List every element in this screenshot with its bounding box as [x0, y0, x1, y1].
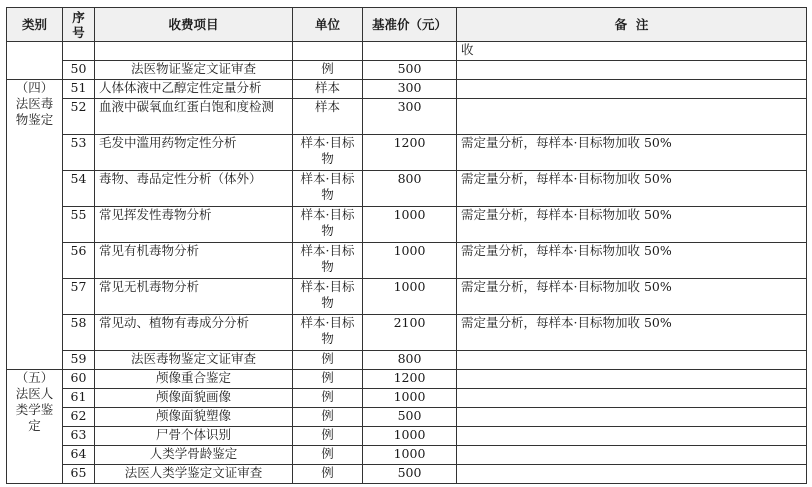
row-number: 55 [63, 207, 95, 243]
table-row [7, 427, 807, 446]
row-number: 65 [63, 465, 95, 484]
note-cell [457, 389, 807, 408]
header-item: 收费项目 [95, 8, 293, 42]
note-cell: 收 [457, 42, 807, 61]
fee-item: 颅像重合鉴定 [95, 370, 293, 389]
table-row [7, 207, 807, 243]
table-row [7, 61, 807, 80]
fee-item: 常见有机毒物分析 [95, 243, 293, 279]
unit-cell: 样本 [293, 99, 363, 135]
row-number [63, 42, 95, 61]
price-cell: 1200 [363, 135, 457, 171]
header-unit: 单位 [293, 8, 363, 42]
category-cell: （五） 法医人 类学鉴 定 [7, 370, 63, 484]
table-row [7, 279, 807, 315]
fee-item: 毛发中滥用药物定性分析 [95, 135, 293, 171]
table-row [7, 408, 807, 427]
fee-item [95, 42, 293, 61]
row-number: 59 [63, 351, 95, 370]
fee-item: 毒物、毒品定性分析（体外） [95, 171, 293, 207]
fee-item: 颅像面貌塑像 [95, 408, 293, 427]
fee-item: 尸骨个体识别 [95, 427, 293, 446]
price-cell: 500 [363, 61, 457, 80]
row-number: 53 [63, 135, 95, 171]
header-note: 备 注 [457, 8, 807, 42]
header-row [7, 8, 807, 42]
unit-cell: 例 [293, 427, 363, 446]
price-cell: 300 [363, 99, 457, 135]
note-cell: 需定量分析，每样本·目标物加收 50% [457, 171, 807, 207]
fee-item: 常见动、植物有毒成分分析 [95, 315, 293, 351]
note-cell [457, 465, 807, 484]
table-row [7, 351, 807, 370]
row-number: 52 [63, 99, 95, 135]
price-cell: 1000 [363, 427, 457, 446]
note-cell [457, 370, 807, 389]
fee-item: 常见无机毒物分析 [95, 279, 293, 315]
row-number: 61 [63, 389, 95, 408]
table-row [7, 243, 807, 279]
category-cell: （四） 法医毒 物鉴定 [7, 80, 63, 370]
unit-cell: 例 [293, 351, 363, 370]
table-row [7, 135, 807, 171]
fee-table [6, 7, 807, 484]
row-number: 58 [63, 315, 95, 351]
price-cell: 1000 [363, 279, 457, 315]
header-price: 基准价（元） [363, 8, 457, 42]
note-cell: 需定量分析，每样本·目标物加收 50% [457, 243, 807, 279]
note-cell: 需定量分析，每样本·目标物加收 50% [457, 207, 807, 243]
price-cell: 500 [363, 408, 457, 427]
fee-item: 法医人类学鉴定文证审查 [95, 465, 293, 484]
price-cell: 1000 [363, 389, 457, 408]
row-number: 64 [63, 446, 95, 465]
table-row [7, 465, 807, 484]
note-cell [457, 80, 807, 99]
unit-cell: 样本·目标物 [293, 315, 363, 351]
note-cell [457, 427, 807, 446]
fee-item: 人类学骨龄鉴定 [95, 446, 293, 465]
unit-cell: 样本·目标物 [293, 171, 363, 207]
fee-item: 法医毒物鉴定文证审查 [95, 351, 293, 370]
note-cell: 需定量分析，每样本·目标物加收 50% [457, 279, 807, 315]
unit-cell: 样本·目标物 [293, 279, 363, 315]
header-no: 序 号 [63, 8, 95, 42]
fee-item: 颅像面貌画像 [95, 389, 293, 408]
row-number: 63 [63, 427, 95, 446]
unit-cell: 样本 [293, 80, 363, 99]
header-category: 类别 [7, 8, 63, 42]
note-cell [457, 408, 807, 427]
table-row [7, 370, 807, 389]
row-number: 50 [63, 61, 95, 80]
note-cell [457, 351, 807, 370]
fee-item: 血液中碳氧血红蛋白饱和度检测 [95, 99, 293, 135]
table-row [7, 315, 807, 351]
note-cell: 需定量分析，每样本·目标物加收 50% [457, 315, 807, 351]
price-cell: 800 [363, 351, 457, 370]
category-cell-continued [7, 42, 63, 80]
fee-item: 常见挥发性毒物分析 [95, 207, 293, 243]
table-row [7, 80, 807, 99]
table-row [7, 42, 807, 61]
table-row [7, 389, 807, 408]
price-cell: 1200 [363, 370, 457, 389]
fee-item: 人体体液中乙醇定性定量分析 [95, 80, 293, 99]
unit-cell: 样本·目标物 [293, 243, 363, 279]
row-number: 62 [63, 408, 95, 427]
unit-cell: 例 [293, 61, 363, 80]
price-cell: 500 [363, 465, 457, 484]
row-number: 60 [63, 370, 95, 389]
price-cell: 800 [363, 171, 457, 207]
unit-cell: 例 [293, 465, 363, 484]
table-row [7, 99, 807, 135]
table-row [7, 446, 807, 465]
price-cell [363, 42, 457, 61]
price-cell: 300 [363, 80, 457, 99]
row-number: 54 [63, 171, 95, 207]
unit-cell: 例 [293, 389, 363, 408]
table-body [7, 42, 807, 484]
note-cell [457, 446, 807, 465]
note-cell [457, 99, 807, 135]
unit-cell: 样本·目标物 [293, 135, 363, 171]
unit-cell [293, 42, 363, 61]
unit-cell: 例 [293, 370, 363, 389]
row-number: 57 [63, 279, 95, 315]
price-cell: 1000 [363, 243, 457, 279]
unit-cell: 例 [293, 446, 363, 465]
fee-item: 法医物证鉴定文证审查 [95, 61, 293, 80]
unit-cell: 例 [293, 408, 363, 427]
note-cell: 需定量分析，每样本·目标物加收 50% [457, 135, 807, 171]
row-number: 51 [63, 80, 95, 99]
price-cell: 1000 [363, 446, 457, 465]
note-cell [457, 61, 807, 80]
table-row [7, 171, 807, 207]
unit-cell: 样本·目标物 [293, 207, 363, 243]
row-number: 56 [63, 243, 95, 279]
price-cell: 1000 [363, 207, 457, 243]
price-cell: 2100 [363, 315, 457, 351]
